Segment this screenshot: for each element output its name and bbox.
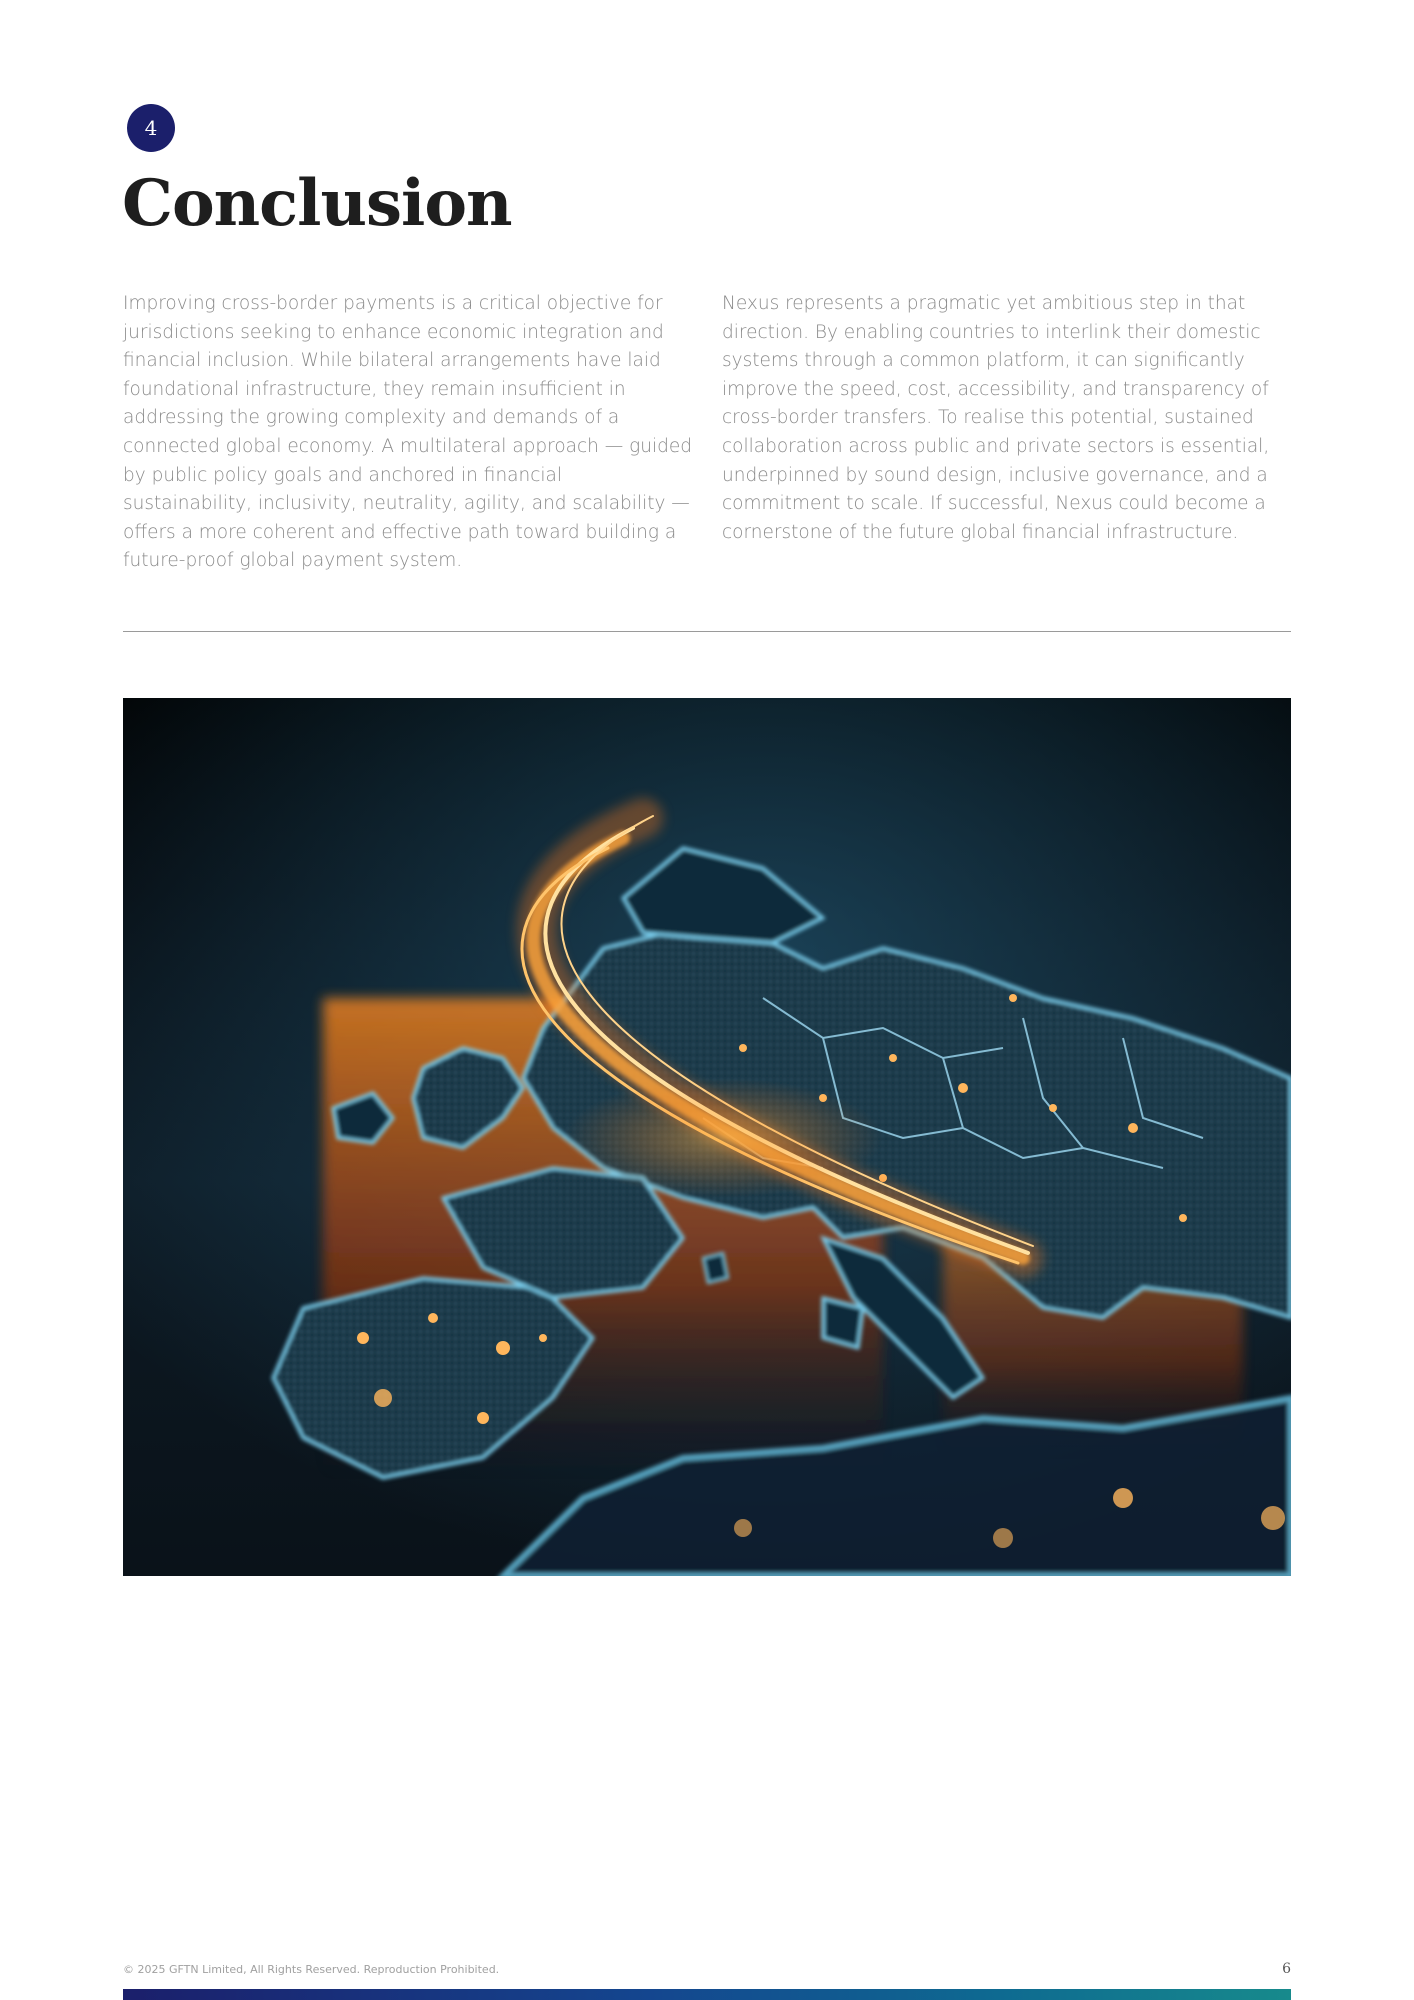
- body-column-right: Nexus represents a pragmatic yet ambitious step in that direction. By enabling countries to interlink their domestic systems through a common platform, it can significantly improve the speed, cost, accessibility, and transparency of cross-border transfers. To realise this potential, sustained collaboration across public and private sectors is essential, underpinned by sound design, inclusive governance, and a commitment to scale. If successful, Nexus could become a cornerstone of the future global financial infrastructure.: [722, 293, 1270, 543]
- europe-network-map-image: [123, 698, 1291, 1576]
- footer-copyright: © 2025 GFTN Limited, All Rights Reserved. Reproduction Prohibited.: [123, 1963, 500, 1976]
- body-column-left: Improving cross-border payments is a critical objective for jurisdictions seeking to enhance economic integration and financial inclusion. While bilateral arrangements have laid foundational infrastructure, they remain insufficient in addressing the growing complexity and demands of a connected global economy. A multilateral approach — guided by public policy goals and anchored in financial sustainability, inclusivity, neutrality, agility, and scalability — offers a more coherent and effective path toward building a future-proof global payment system.: [123, 293, 692, 572]
- page-number: 6: [1282, 1961, 1291, 1977]
- page-title: Conclusion: [122, 166, 512, 241]
- footer-gradient-bar: [123, 1989, 1291, 2000]
- section-number-badge: 4: [127, 104, 175, 152]
- section-divider: [123, 631, 1291, 632]
